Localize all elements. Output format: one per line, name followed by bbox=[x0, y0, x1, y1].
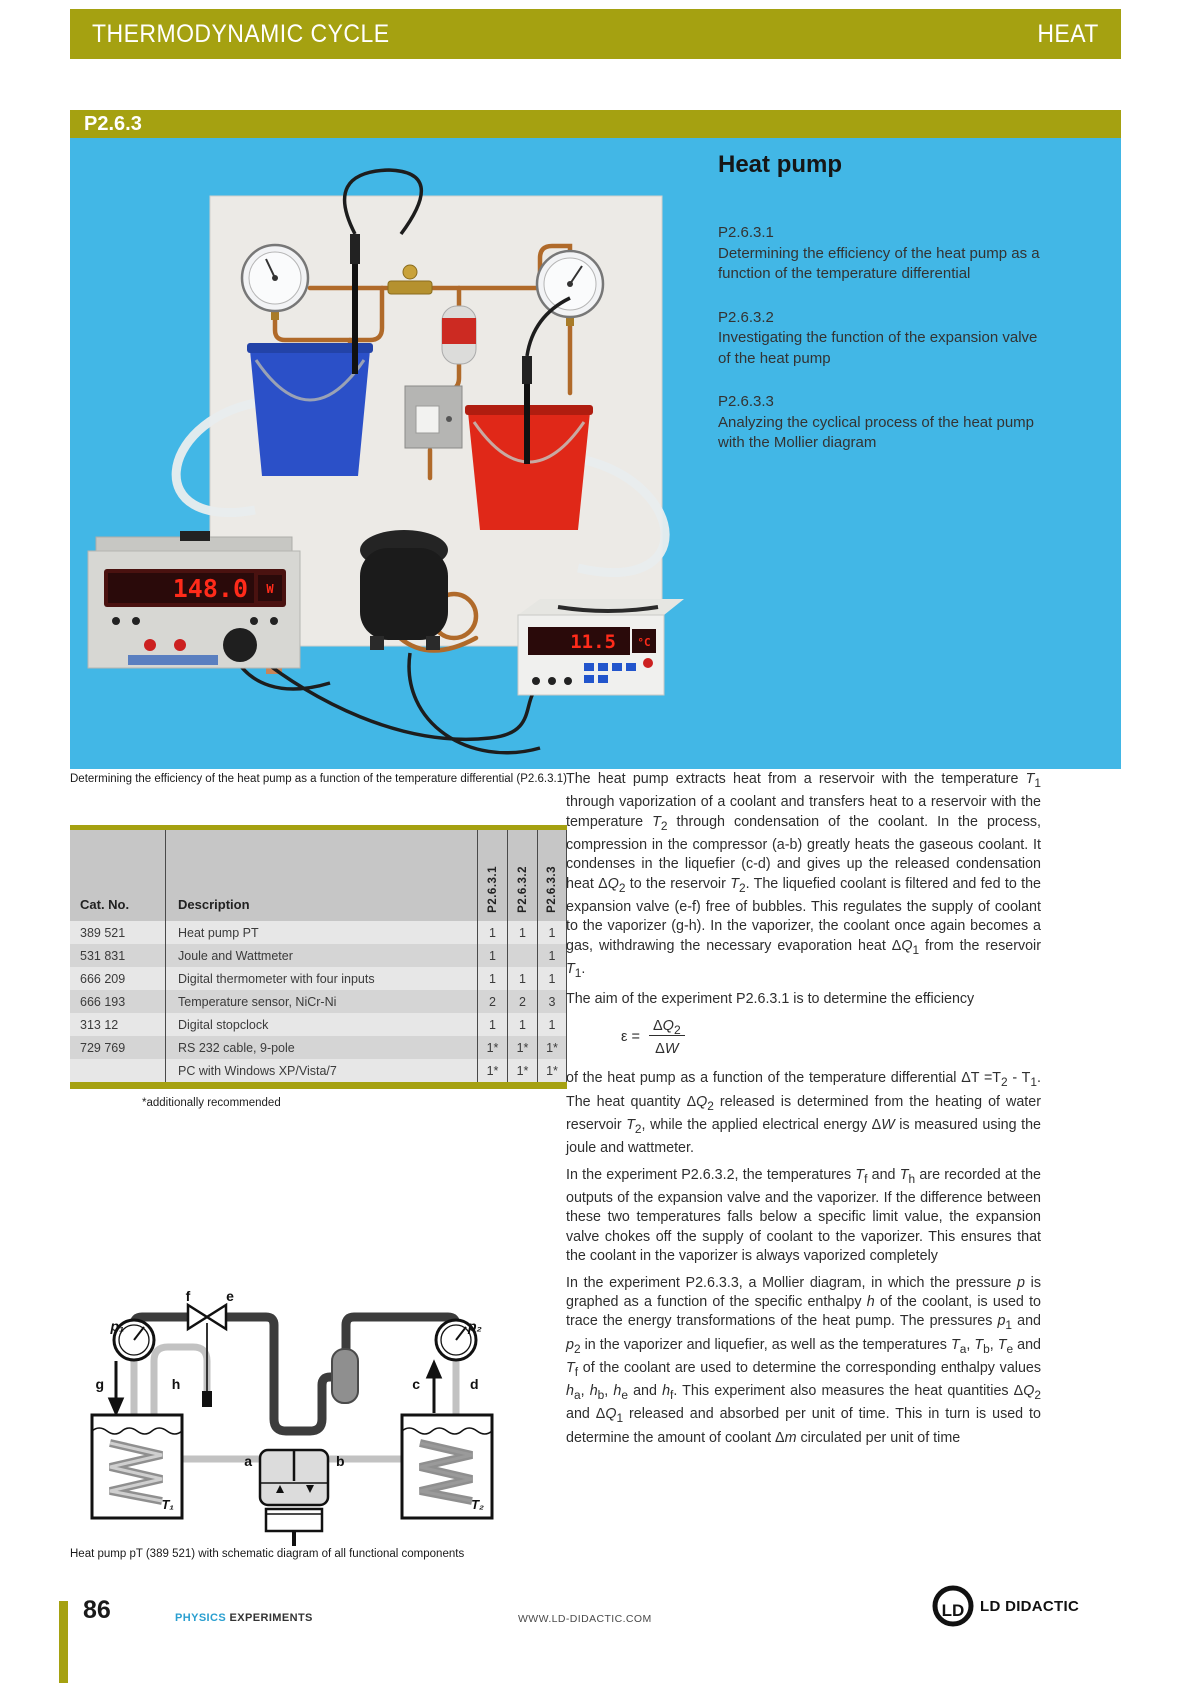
experiment-description: Determining the efficiency of the heat pump as a function of the temperature differential bbox=[718, 244, 1040, 282]
formula-numerator: $\Delta Q_2$ bbox=[649, 1018, 685, 1036]
cell-cat-no bbox=[70, 1059, 165, 1082]
compressor bbox=[360, 530, 448, 650]
website-url: WWW.LD-DIDACTIC.COM bbox=[518, 1613, 652, 1625]
label-d: d bbox=[470, 1376, 479, 1392]
junction-box bbox=[405, 386, 462, 448]
cell-description: Digital thermometer with four inputs bbox=[165, 967, 477, 990]
banner-section-title: HEAT bbox=[1037, 19, 1099, 48]
cell-qty: 1* bbox=[537, 1059, 567, 1082]
cell-qty: 1 bbox=[477, 921, 507, 944]
header-experiment-2 bbox=[507, 830, 537, 921]
cell-cat-no: 531 831 bbox=[80, 948, 126, 963]
body-paragraph: of the heat pump as a function of the temperature differential $\Delta T =T_2 - T_1$. The heat quantity $\Delta Q_2$ released is determined from the heating of water reservoir $T_2$, while the applied electrical energy ΔW is measured using the joule and wattmeter. bbox=[566, 1070, 1041, 1157]
series-title-physics: PHYSICS bbox=[175, 1612, 227, 1624]
experiment-entry bbox=[718, 223, 1048, 285]
label-c: c bbox=[412, 1376, 420, 1392]
footer-olive-tab bbox=[59, 1601, 68, 1683]
table-row bbox=[70, 1059, 567, 1082]
schematic-filter bbox=[332, 1349, 358, 1403]
table-row bbox=[70, 944, 567, 967]
capillary-block bbox=[202, 1391, 212, 1407]
cell-description: Joule and Wattmeter bbox=[165, 944, 477, 967]
cell-description: RS 232 cable, 9-pole bbox=[165, 1036, 477, 1059]
cell-qty: 1 bbox=[537, 1013, 567, 1036]
thermometer-display: 11.5 bbox=[570, 631, 616, 653]
efficiency-formula bbox=[621, 1017, 1041, 1060]
series-title-experiments: EXPERIMENTS bbox=[226, 1612, 313, 1624]
table-row bbox=[70, 921, 567, 944]
table-bottom-rule bbox=[70, 1082, 567, 1089]
table-header-row bbox=[70, 830, 567, 921]
heat-pump-photo bbox=[70, 138, 718, 768]
rotated-label: P2.6.3.2 bbox=[516, 866, 529, 913]
cell-description: Temperature sensor, NiCr-Ni bbox=[165, 990, 477, 1013]
label-g: g bbox=[95, 1376, 104, 1392]
label-p1: p₁ bbox=[110, 1318, 124, 1334]
topic-title: Heat pump bbox=[718, 151, 843, 178]
label-a: a bbox=[244, 1453, 252, 1469]
body-paragraph: In the experiment P2.6.3.2, the temperatures $T_f$ and $T_h$ are recorded at the outputs of the expansion valve and the vaporizer. If the difference between these two temperatures falls below a specific limit value, the expansion valve chokes off the supply of coolant to the vaporizer. This ensures that the coolant in the vaporizer is always vaporized completely bbox=[566, 1166, 1041, 1265]
experiment-code: P2.6.3.2 bbox=[718, 308, 774, 326]
page-banner bbox=[70, 9, 1121, 59]
cell-qty: 1* bbox=[537, 1036, 567, 1059]
header-experiment-3 bbox=[537, 830, 567, 921]
page-number: 86 bbox=[83, 1596, 111, 1624]
cell-description: PC with Windows XP/Vista/7 bbox=[165, 1059, 477, 1082]
cell-qty: 1 bbox=[477, 944, 507, 967]
schematic-compressor bbox=[260, 1450, 328, 1546]
cell-qty: 2 bbox=[477, 990, 507, 1013]
table-footnote: *additionally recommended bbox=[142, 1097, 281, 1109]
experiment-code: P2.6.3.1 bbox=[718, 224, 774, 241]
label-h: h bbox=[171, 1376, 181, 1392]
label-t1: T₁ bbox=[161, 1497, 174, 1512]
wattmeter-display: 148.0 bbox=[172, 574, 248, 603]
cell-qty: 1* bbox=[507, 1036, 537, 1059]
logo-name: LD DIDACTIC bbox=[980, 1597, 1080, 1615]
experiment-list bbox=[718, 151, 1048, 477]
cell-qty bbox=[507, 944, 537, 967]
cell-description: Heat pump PT bbox=[165, 921, 477, 944]
schematic-caption: Heat pump pT (389 521) with schematic diagram of all functional components bbox=[70, 1548, 465, 1560]
cell-qty: 1 bbox=[477, 1013, 507, 1036]
cell-qty: 1* bbox=[477, 1059, 507, 1082]
thermometer-unit: °C bbox=[637, 636, 651, 649]
experiment-code: P2.6.3.3 bbox=[718, 393, 774, 410]
cell-cat-no: 313 12 bbox=[80, 1017, 119, 1032]
joule-wattmeter bbox=[88, 531, 300, 668]
cell-cat-no: 389 521 bbox=[80, 925, 126, 940]
table-row bbox=[70, 1013, 567, 1036]
cell-qty: 1* bbox=[477, 1036, 507, 1059]
formula-denominator: ΔW bbox=[655, 1041, 679, 1058]
cell-qty: 1 bbox=[477, 967, 507, 990]
cell-cat-no: 666 193 bbox=[80, 994, 126, 1009]
label-p2: p₂ bbox=[468, 1318, 482, 1334]
cell-cat-no: 729 769 bbox=[80, 1040, 126, 1055]
header-cat-no: Cat. No. bbox=[80, 897, 130, 912]
formula-lhs: ε = bbox=[621, 1029, 640, 1046]
table-row bbox=[70, 990, 567, 1013]
formula-fraction bbox=[649, 1017, 685, 1060]
equipment-table bbox=[70, 825, 567, 1109]
cell-qty: 1 bbox=[537, 921, 567, 944]
cell-qty: 1 bbox=[537, 967, 567, 990]
cell-qty: 1 bbox=[537, 944, 567, 967]
company-logo bbox=[930, 1583, 1079, 1629]
logo-emblem bbox=[930, 1583, 976, 1629]
body-paragraph: The heat pump extracts heat from a reservoir with the temperature $T_1$ through vaporization of a coolant and transfers heat to a reservoir with the temperature $T_2$ through condensation of the coolant. In the process, compression in the compressor (a-b) greatly heats the gaseous coolant. It condenses in the liquefier (c-d) and gives up the released condensation heat $\Delta Q_2$ to the reservoir $T_2$. The liquefied coolant is filtered and fed to the expansion valve (e-f) free of bubbles. This regulates the supply of coolant to the vaporizer (g-h). In the vaporizer, the coolant once again becomes a gas, withdrawing the necessary evaporation heat $\Delta Q_1$ from the reservoir $T_1$. bbox=[566, 771, 1041, 980]
label-e: e bbox=[226, 1288, 234, 1304]
body-text-column bbox=[566, 770, 1041, 1455]
series-title bbox=[175, 1612, 313, 1624]
body-paragraph: In the experiment P2.6.3.3, a Mollier diagram, in which the pressure p is graphed as a function of the specific enthalpy h of the coolant, is used to trace the energy transformations of the heat pump. The pressures $p_1$ and $p_2$ in the vaporizer and liquefier, as well as the temperatures $T_a$, $T_b$, $T_e$ and $T_f$ of the coolant are used to determine the corresponding enthalpy values $h_a$, $h_b$, $h_e$ and $h_f$. This experiment also measures the heat quantities $\Delta Q_2$ and $\Delta Q_1$ released and absorbed per unit of time. This in turn is used to determine the amount of coolant Δm circulated per unit of time bbox=[566, 1274, 1041, 1446]
photo-caption: Determining the efficiency of the heat pump as a function of the temperature differential (P2.6.3.1) bbox=[70, 773, 567, 785]
cell-description: Digital stopclock bbox=[165, 1013, 477, 1036]
table-row bbox=[70, 1036, 567, 1059]
experiment-entry bbox=[718, 392, 1048, 454]
cell-cat-no: 666 209 bbox=[80, 971, 126, 986]
logo-monogram: LD bbox=[941, 1601, 965, 1620]
section-code-bar: P2.6.3 bbox=[70, 110, 1121, 138]
body-paragraph: The aim of the experiment P2.6.3.1 is to determine the efficiency bbox=[566, 991, 975, 1008]
heat-pump-schematic bbox=[70, 1203, 500, 1548]
cell-qty: 1 bbox=[507, 967, 537, 990]
header-description: Description bbox=[165, 830, 477, 921]
label-f: f bbox=[185, 1288, 191, 1304]
cell-qty: 1* bbox=[507, 1059, 537, 1082]
label-b: b bbox=[336, 1453, 345, 1469]
rotated-label: P2.6.3.3 bbox=[546, 866, 558, 913]
experiment-description: Investigating the function of the expansion valve of the heat pump bbox=[718, 329, 1038, 367]
banner-chapter-title: THERMODYNAMIC CYCLE bbox=[92, 19, 390, 48]
hero-photo-area bbox=[70, 138, 1121, 769]
experiment-entry bbox=[718, 308, 1048, 370]
wattmeter-unit: W bbox=[266, 582, 274, 596]
header-experiment-1 bbox=[477, 830, 507, 921]
cell-qty: 2 bbox=[507, 990, 537, 1013]
digital-thermometer bbox=[518, 599, 684, 695]
cell-qty: 1 bbox=[507, 1013, 537, 1036]
filter-cylinder bbox=[442, 306, 476, 364]
cell-qty: 1 bbox=[507, 921, 537, 944]
cell-qty: 3 bbox=[537, 990, 567, 1013]
label-t2: T₂ bbox=[471, 1497, 484, 1512]
table-row bbox=[70, 967, 567, 990]
experiment-description: Analyzing the cyclical process of the heat pump with the Mollier diagram bbox=[718, 413, 1035, 451]
rotated-label: P2.6.3.1 bbox=[486, 866, 499, 913]
